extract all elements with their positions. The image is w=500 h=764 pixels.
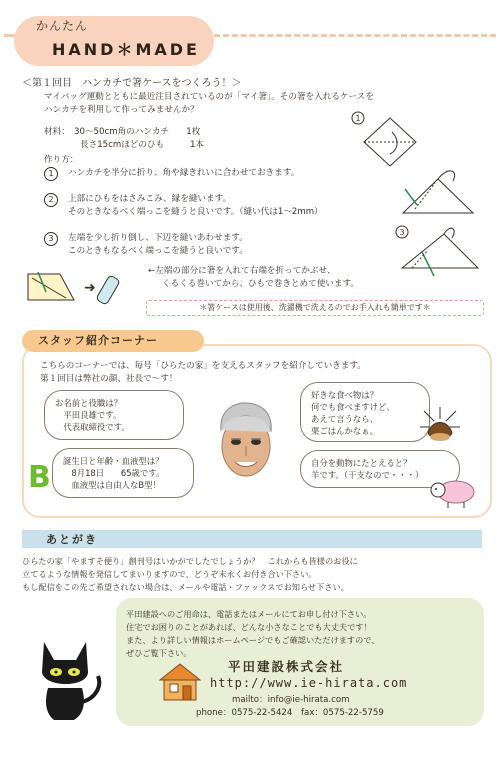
intro-line-1: マイバッグ運動とともに最近注目されているのが「マイ箸」。その箸を入れるケースを (44, 92, 374, 102)
svg-text:➜: ➜ (84, 280, 96, 296)
step-2-text-a: 上部にひもをはさみこみ、縁を縫います。 (68, 194, 232, 204)
company-mail-link[interactable]: mailto：info@ie-hirata.com (232, 695, 350, 705)
issue-title: ＜第１回目 ハンカチで箸ケースをつくろう！＞ (22, 78, 242, 89)
house-icon (158, 662, 202, 702)
company-msg-3: また、より詳しい情報はホームページでもご確認いただけますので、 (126, 635, 380, 645)
folded-case-diagram (24, 262, 134, 312)
bubble-name-title: お名前と役職は？ 平田良雄です。 代表取締役です。 (44, 390, 184, 440)
bubble-birthday: 誕生日と年齢・血液型は？ 8月18日 65歳です。 血液型は自由人なB型！ (52, 448, 194, 498)
step-1-text: ハンカチを半分に折り、角や縁きれいに合わせておきます。 (68, 168, 300, 178)
howto-label: 作り方： (44, 155, 79, 165)
company-msg-1: 平田建設へのご用命は、電話またはメールにてお申し付け下さい。 (126, 609, 372, 619)
diagram-1-label: 1 (355, 114, 361, 123)
title-hand-made: HAND＊MADE (52, 40, 200, 59)
step-2-text-b: そのときなるべく端っこを縫うと良いです。（縫い代は1～2mm） (68, 207, 323, 217)
step-4-text-b: くるくる巻いてから、ひもで巻きとめて使います。 (162, 279, 359, 289)
materials-label: 材料： (44, 127, 70, 137)
company-url-link[interactable]: http://www.ie-hirata.com (210, 676, 408, 690)
sewing-diagram-2 (395, 165, 480, 220)
company-name: 平田建設株式会社 (228, 659, 345, 674)
blood-type-letter: B (28, 460, 51, 495)
step-4-text-a: ←左端の部分に箸を入れて右端を折ってかぶせ、 (148, 266, 336, 276)
fold-diagram-1 (350, 110, 430, 170)
staff-intro-2: 第１回目は弊社の顔、社長で～す！ (40, 374, 178, 384)
step-2-number: 2 (44, 193, 58, 207)
diagram-3-label: 3 (399, 228, 405, 237)
materials-item-1: 30～50cm角のハンカチ 1枚 (74, 127, 201, 137)
title-kantan: かんたん (36, 19, 89, 33)
step-3-number: 3 (44, 232, 58, 246)
atogaki-heading: あとがき (46, 533, 98, 546)
step-1-number: 1 (44, 167, 58, 181)
sheep-icon (428, 474, 478, 510)
intro-line-2: ハンカチを利用して作ってみませんか？ (44, 105, 199, 115)
care-note: ＊箸ケースは使用後、洗濯機で洗えるのでお手入れも簡単です＊ (146, 300, 484, 316)
bubble-animal: 自分を動物にたとえると？ 羊です。（干支なので・・・） (300, 450, 460, 488)
staff-section-heading: スタッフ紹介コーナー (22, 330, 204, 352)
president-portrait (213, 400, 279, 482)
materials-item-2: 長さ15cmほどのひも 1本 (80, 140, 205, 150)
atogaki-line-2: 立てるような情報を発信してまいりますので、どうぞ末永くお付き合い下さい。 (22, 569, 317, 579)
sewing-diagram-3 (392, 222, 487, 282)
step-3-text-a: 左端を少し折り倒し、下辺を縫いあわせます。 (68, 233, 248, 243)
step-3-text-b: このときもなるべく端っこを縫うと良いです。 (68, 246, 248, 256)
black-cat-icon (34, 632, 108, 724)
staff-intro-1: こちらのコーナーでは、毎号「ひらたの家」を支えるスタッフを紹介していきます。 (40, 361, 366, 371)
atogaki-line-3: もし配信をこの先ご希望されない場合は、メールや電話・ファックスでお知らせ下さい。 (22, 582, 349, 592)
bubble-favorite-food: 好きな食べ物は？ 何でも食べますけど、 あえて言うなら、 栗ごはんかなぁ。 (300, 382, 430, 442)
header-dash-right (214, 34, 496, 37)
company-msg-4: ぜひご覧下さい。 (126, 648, 192, 658)
chestnut-icon (418, 405, 462, 445)
company-msg-2: 住宅でお困りのことがあれば、どんな小さなことでも大丈夫です！ (126, 622, 372, 632)
company-phone-fax: phone：0575-22-5424 fax：0575-22-5759 (196, 708, 384, 718)
atogaki-line-1: ひらたの家「やますそ便り」創刊号はいかがでしたでしょうか？ これからも皆様のお役に (22, 556, 358, 566)
